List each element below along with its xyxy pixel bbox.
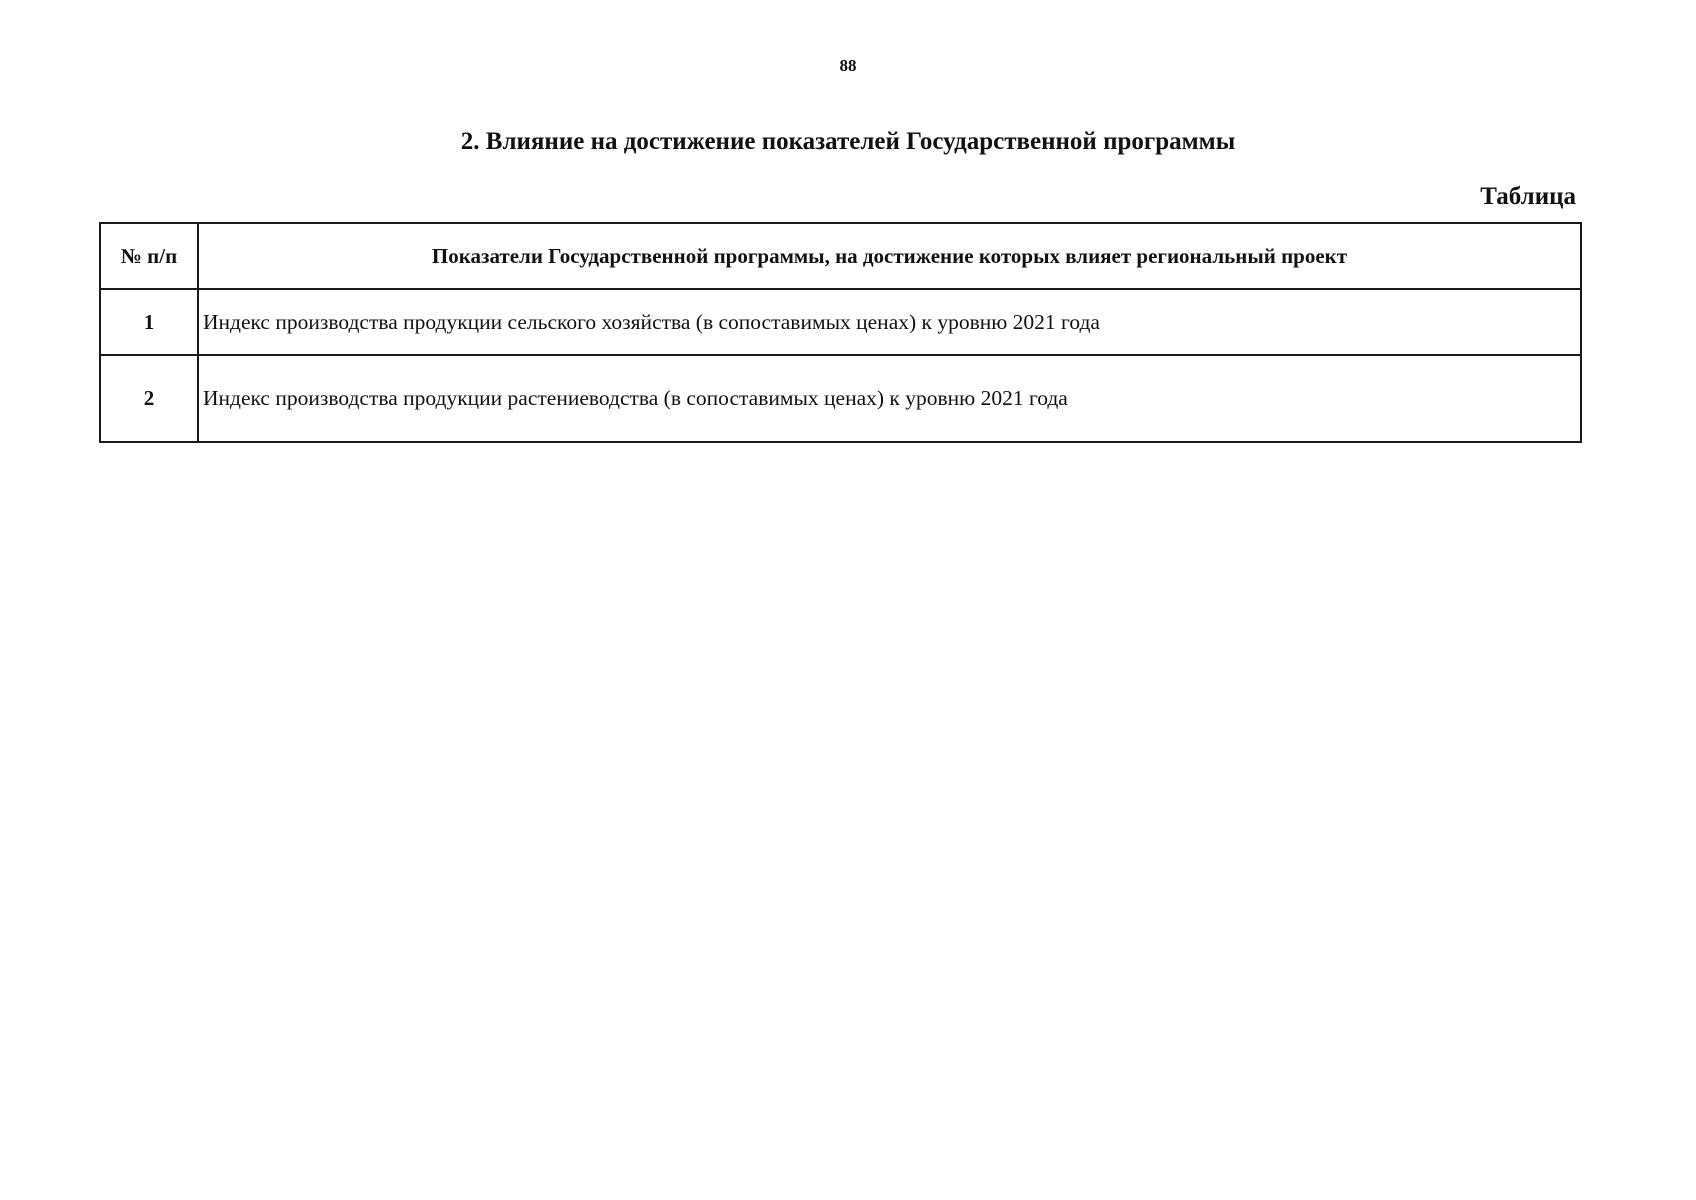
row-indicator: Индекс производства продукции растениеводства (в сопоставимых ценах) к уровню 2021 года xyxy=(198,355,1581,442)
row-number: 2 xyxy=(100,355,198,442)
table-caption: Таблица xyxy=(1480,183,1576,210)
table-header-row xyxy=(100,223,1581,289)
page-number: 88 xyxy=(839,56,857,75)
table-row xyxy=(100,289,1581,355)
header-indicator: Показатели Государственной программы, на достижение которых влияет региональный проект xyxy=(198,223,1581,289)
section-title: 2. Влияние на достижение показателей Государственной программы xyxy=(460,128,1236,155)
row-number: 1 xyxy=(100,289,198,355)
row-indicator: Индекс производства продукции сельского хозяйства (в сопоставимых ценах) к уровню 2021 года xyxy=(198,289,1581,355)
table-row xyxy=(100,355,1581,442)
indicators-table xyxy=(99,222,1582,443)
header-number: № п/п xyxy=(100,223,198,289)
